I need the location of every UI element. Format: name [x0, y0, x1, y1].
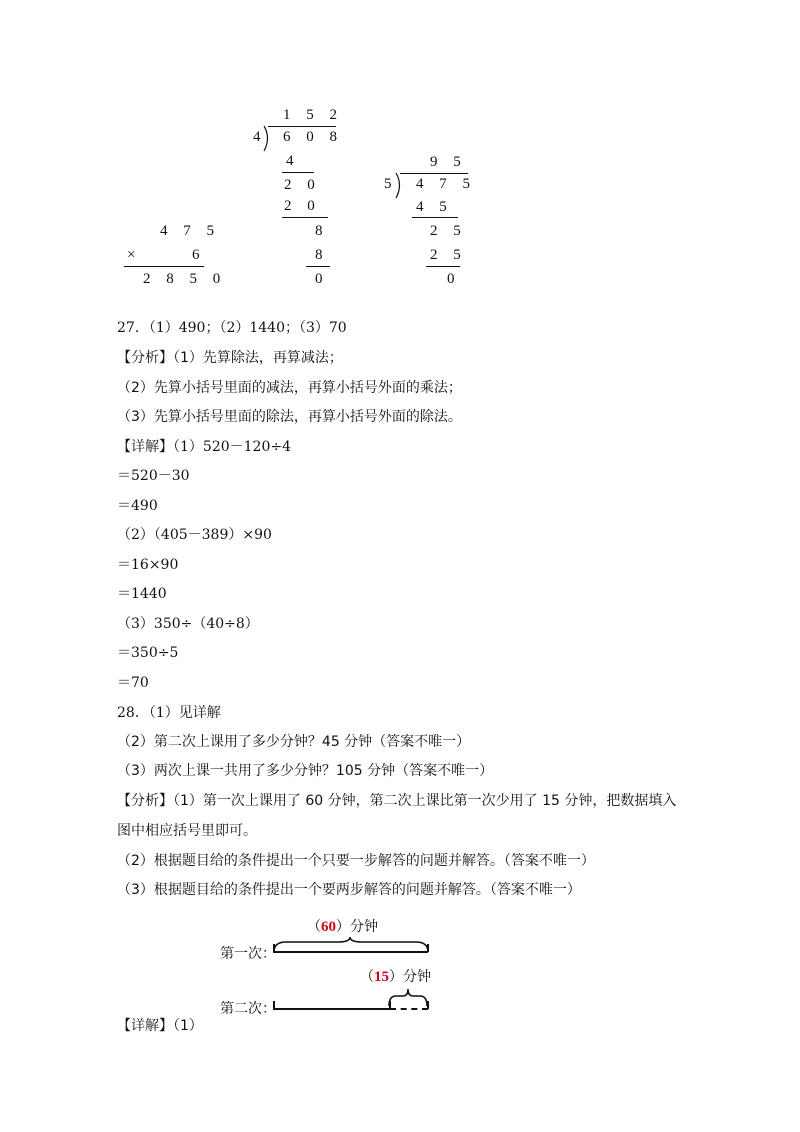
analysis-28: 【分析】（1）第一次上课用了 60 分钟，第二次上课比第一次少用了 15 分钟，把数据填入	[117, 793, 677, 809]
answer-27: 27．（1）490；（2）1440；（3）70	[117, 320, 347, 336]
step-row: 2 0	[284, 177, 321, 193]
divisor: 4	[253, 129, 267, 145]
quotient: 9 5	[430, 154, 467, 170]
detail-28: 【详解】（1）	[117, 1018, 203, 1034]
dividend: 6 0 8	[283, 129, 343, 145]
analysis-28-step2: （2）根据题目给的条件提出一个只要一步解答的问题并解答。（答案不唯一）	[117, 853, 595, 869]
detail-27-3: （3）350÷（40÷8）	[117, 616, 259, 632]
analysis-28-cont: 图中相应括号里即可。	[117, 823, 257, 839]
multiplier: 6	[192, 247, 206, 263]
dashed-difference	[390, 1008, 428, 1010]
analysis-27-step2: （2）先算小括号里面的减法，再算小括号外面的乘法；	[117, 380, 462, 396]
calc-line: ＝350÷5	[117, 645, 179, 661]
step-row: 8	[315, 223, 329, 239]
analysis-27: 【分析】（1）先算除法，再算减法；	[117, 350, 343, 366]
unit: 分钟	[403, 969, 431, 985]
divisor: 5	[384, 176, 398, 192]
step-row: 4	[286, 153, 300, 169]
step-row: 0	[315, 271, 329, 287]
detail-27-1: 【详解】（1）520－120÷4	[117, 439, 291, 455]
analysis-27-step3: （3）先算小括号里面的除法，再算小括号外面的除法。	[117, 409, 462, 425]
detail-27-2: （2）（405－389）×90	[117, 527, 272, 543]
dividend: 4 7 5	[416, 176, 476, 192]
answer-28-2: （2）第二次上课用了多少分钟？45 分钟（答案不唯一）	[117, 734, 471, 750]
answer-28: 28．（1）见详解	[117, 705, 221, 721]
multiplicand: 4 7 5	[160, 223, 220, 239]
second-segment	[273, 1008, 390, 1010]
calc-line: ＝520－30	[117, 468, 190, 484]
step-row: 8	[315, 247, 329, 263]
unit: 分钟	[350, 919, 378, 935]
value-60: 60	[321, 919, 336, 935]
answer-28-3: （3）两次上课一共用了多少分钟？105 分钟（答案不唯一）	[117, 763, 494, 779]
division-bracket	[262, 126, 272, 152]
first-label: 第一次：	[220, 946, 276, 962]
calc-line: ＝1440	[117, 586, 167, 602]
second-top-label: （15）分钟	[360, 969, 431, 985]
top-brace	[272, 936, 432, 960]
second-label: 第二次：	[220, 1001, 276, 1017]
top-label: （60）分钟	[307, 919, 378, 935]
step-row: 2 5	[430, 223, 467, 239]
multiply-sign: ×	[127, 247, 142, 263]
calc-line: ＝490	[117, 498, 158, 514]
first-segment	[273, 951, 428, 953]
product: 2 8 5 0	[143, 271, 227, 287]
step-row: 2 0	[284, 198, 321, 214]
step-row: 2 5	[430, 247, 467, 263]
analysis-28-step3: （3）根据题目给的条件提出一个要两步解答的问题并解答。（答案不唯一）	[117, 882, 581, 898]
division-bracket	[394, 173, 404, 199]
quotient: 1 5 2	[283, 107, 343, 123]
calc-line: ＝70	[117, 675, 149, 691]
calc-line: ＝16×90	[117, 557, 179, 573]
step-row: 0	[447, 271, 461, 287]
step-row: 4 5	[416, 199, 453, 215]
value-15: 15	[374, 969, 389, 985]
